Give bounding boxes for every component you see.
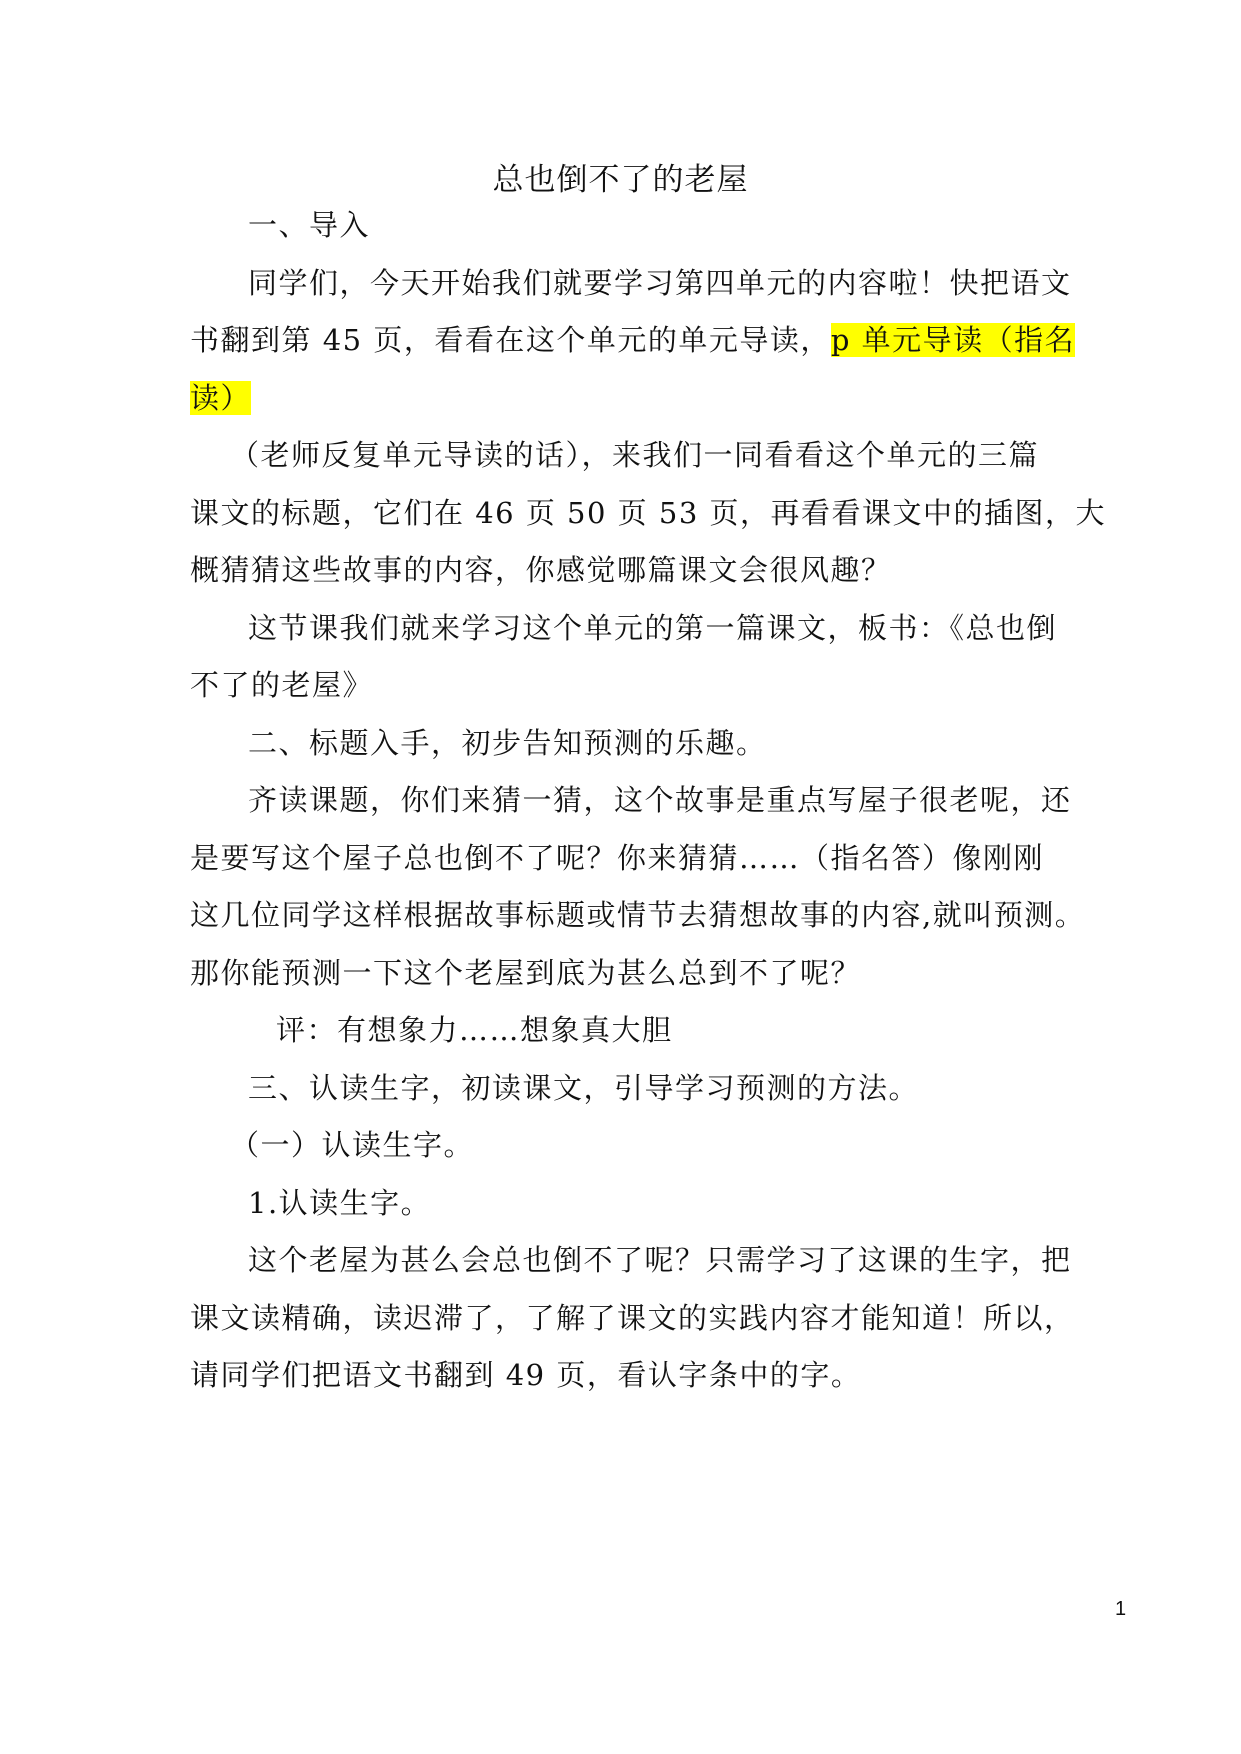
section-heading-2: 二、标题入手，初步告知预测的乐趣。 (248, 726, 767, 760)
paragraph-line: 这节课我们就来学习这个单元的第一篇课文，板书：《总也倒 (248, 611, 1058, 645)
paragraph-line: 齐读课题，你们来猜一猜，这个故事是重点写屋子很老呢，还 (248, 783, 1072, 817)
paragraph-line: （老师反复单元导读的话），来我们一同看看这个单元的三篇 (230, 438, 1040, 472)
paragraph-line: 课文读精确，读迟滞了，了解了课文的实践内容才能知道！所以， (190, 1301, 1075, 1335)
subsection-heading: （一）认读生字。 (230, 1128, 475, 1162)
paragraph-line (190, 318, 1076, 362)
highlighted-text: p 单元导读（指名 (830, 323, 1076, 357)
highlighted-text: 读） (190, 381, 252, 415)
paragraph-line: 概猜猜这些故事的内容，你感觉哪篇课文会很风趣？ (190, 553, 892, 587)
paragraph-line: 那你能预测一下这个老屋到底为甚么总到不了呢？ (190, 956, 862, 990)
paragraph-line: 这个老屋为甚么会总也倒不了呢？只需学习了这课的生字，把 (248, 1243, 1072, 1277)
paragraph-line: 同学们，今天开始我们就要学习第四单元的内容啦！快把语文 (248, 266, 1072, 300)
paragraph-line: 这几位同学这样根据故事标题或情节去猜想故事的内容,就叫预测。 (190, 898, 1086, 932)
page-number: 1 (1115, 1598, 1127, 1620)
evaluation-line: 评：有想象力……想象真大胆 (276, 1013, 673, 1047)
paragraph-line (190, 376, 1070, 420)
paragraph-line: 不了的老屋》 (190, 668, 374, 702)
section-heading-3: 三、认读生字，初读课文，引导学习预测的方法。 (248, 1071, 920, 1105)
document-title: 总也倒不了的老屋 (492, 162, 749, 198)
section-heading-1: 一、导入 (248, 208, 371, 242)
paragraph-line: 请同学们把语文书翻到 49 页，看认字条中的字。 (190, 1358, 862, 1392)
paragraph-line: 课文的标题，它们在 46 页 50 页 53 页，再看看课文中的插图，大 (190, 496, 1107, 530)
list-item: 1.认读生字。 (248, 1186, 432, 1220)
paragraph-line: 是要写这个屋子总也倒不了呢？你来猜猜……（指名答）像刚刚 (190, 841, 1045, 875)
paragraph-text: 书翻到第 45 页，看看在这个单元的单元导读， (190, 323, 831, 357)
